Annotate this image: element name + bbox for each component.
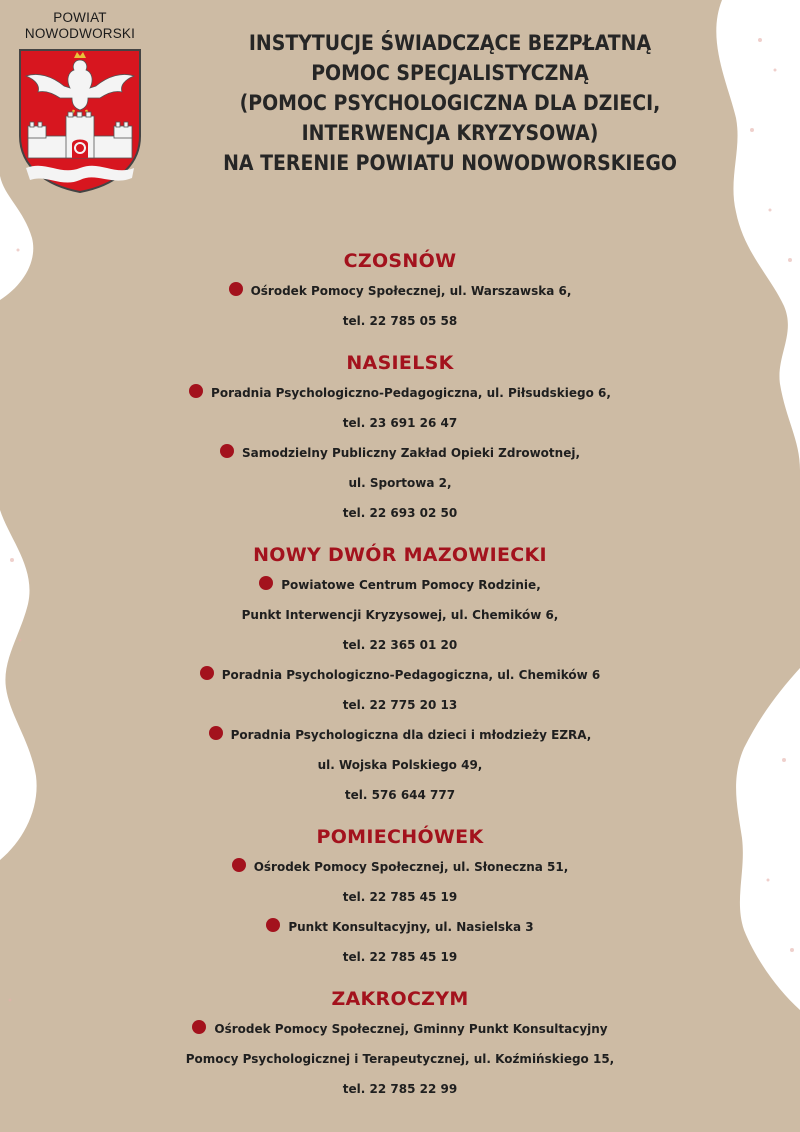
entry-line	[0, 570, 800, 600]
section-czosnow	[0, 246, 800, 336]
title-line: POMOC SPECJALISTYCZNĄ	[311, 61, 589, 85]
entry-text: Poradnia Psychologiczno-Pedagogiczna, ul. Piłsudskiego 6,	[211, 386, 611, 400]
bullet-icon	[209, 726, 223, 740]
entry-line	[0, 660, 800, 690]
entry-line	[0, 852, 800, 882]
institution-list	[0, 246, 800, 1116]
entry-phone: tel. 22 785 45 19	[342, 890, 458, 904]
section-pomiechowek	[0, 822, 800, 972]
entry-text: Ośrodek Pomocy Społecznej, ul. Warszawska 6,	[250, 284, 572, 298]
entry-address: Punkt Interwencji Kryzysowej, ul. Chemików 6,	[241, 608, 559, 622]
section-nasielsk	[0, 348, 800, 528]
bullet-icon	[200, 666, 214, 680]
section-heading: ZAKROCZYM	[331, 988, 469, 1010]
bullet-icon	[220, 444, 234, 458]
entry-phone: tel. 22 775 20 13	[342, 698, 458, 712]
entry-phone: tel. 22 693 02 50	[342, 506, 458, 520]
section-heading: POMIECHÓWEK	[316, 826, 484, 848]
section-nowy-dwor-mazowiecki	[0, 540, 800, 810]
title-line: INTERWENCJA KRYZYSOWA)	[301, 121, 599, 145]
bullet-icon	[259, 576, 273, 590]
entry-text: Punkt Konsultacyjny, ul. Nasielska 3	[288, 920, 534, 934]
logo-line-1: POWIAT	[53, 10, 107, 25]
entry-phone: tel. 576 644 777	[344, 788, 456, 802]
entry-address: ul. Sportowa 2,	[348, 476, 452, 490]
bullet-icon	[189, 384, 203, 398]
entry-text: Poradnia Psychologiczna dla dzieci i młodzieży EZRA,	[230, 728, 592, 742]
entry-phone: tel. 22 365 01 20	[342, 638, 458, 652]
entry-line	[0, 912, 800, 942]
title-line: INSTYTUCJE ŚWIADCZĄCE BEZPŁATNĄ	[248, 31, 652, 55]
section-heading: NOWY DWÓR MAZOWIECKI	[253, 544, 547, 566]
entry-line	[0, 276, 800, 306]
entry-text: Ośrodek Pomocy Społecznej, Gminny Punkt Konsultacyjny	[214, 1022, 608, 1036]
entry-text: Powiatowe Centrum Pomocy Rodzinie,	[281, 578, 541, 592]
entry-text: Samodzielny Publiczny Zakład Opieki Zdrowotnej,	[241, 446, 581, 460]
entry-line	[0, 1014, 800, 1044]
entry-line	[0, 378, 800, 408]
logo-line-2: NOWODWORSKI	[24, 26, 136, 41]
coat-of-arms-icon	[16, 46, 144, 194]
entry-line	[0, 438, 800, 468]
section-zakroczym	[0, 984, 800, 1104]
bullet-icon	[229, 282, 243, 296]
title-line: NA TERENIE POWIATU NOWODWORSKIEGO	[223, 151, 677, 175]
bullet-icon	[192, 1020, 206, 1034]
bullet-icon	[266, 918, 280, 932]
poster-title	[150, 28, 750, 178]
entry-phone: tel. 23 691 26 47	[342, 416, 458, 430]
section-heading: NASIELSK	[346, 352, 454, 374]
entry-phone: tel. 22 785 05 58	[342, 314, 458, 328]
logo	[14, 10, 146, 194]
entry-line	[0, 720, 800, 750]
entry-text: Poradnia Psychologiczno-Pedagogiczna, ul. Chemików 6	[221, 668, 601, 682]
title-line: (POMOC PSYCHOLOGICZNA DLA DZIECI,	[239, 91, 661, 115]
entry-phone: tel. 22 785 45 19	[342, 950, 458, 964]
bullet-icon	[232, 858, 246, 872]
entry-address: Pomocy Psychologicznej i Terapeutycznej, ul. Koźmińskiego 15,	[185, 1052, 615, 1066]
entry-phone: tel. 22 785 22 99	[342, 1082, 458, 1096]
section-heading: CZOSNÓW	[343, 250, 457, 272]
entry-text: Ośrodek Pomocy Społecznej, ul. Słoneczna 51,	[253, 860, 569, 874]
entry-address: ul. Wojska Polskiego 49,	[317, 758, 483, 772]
